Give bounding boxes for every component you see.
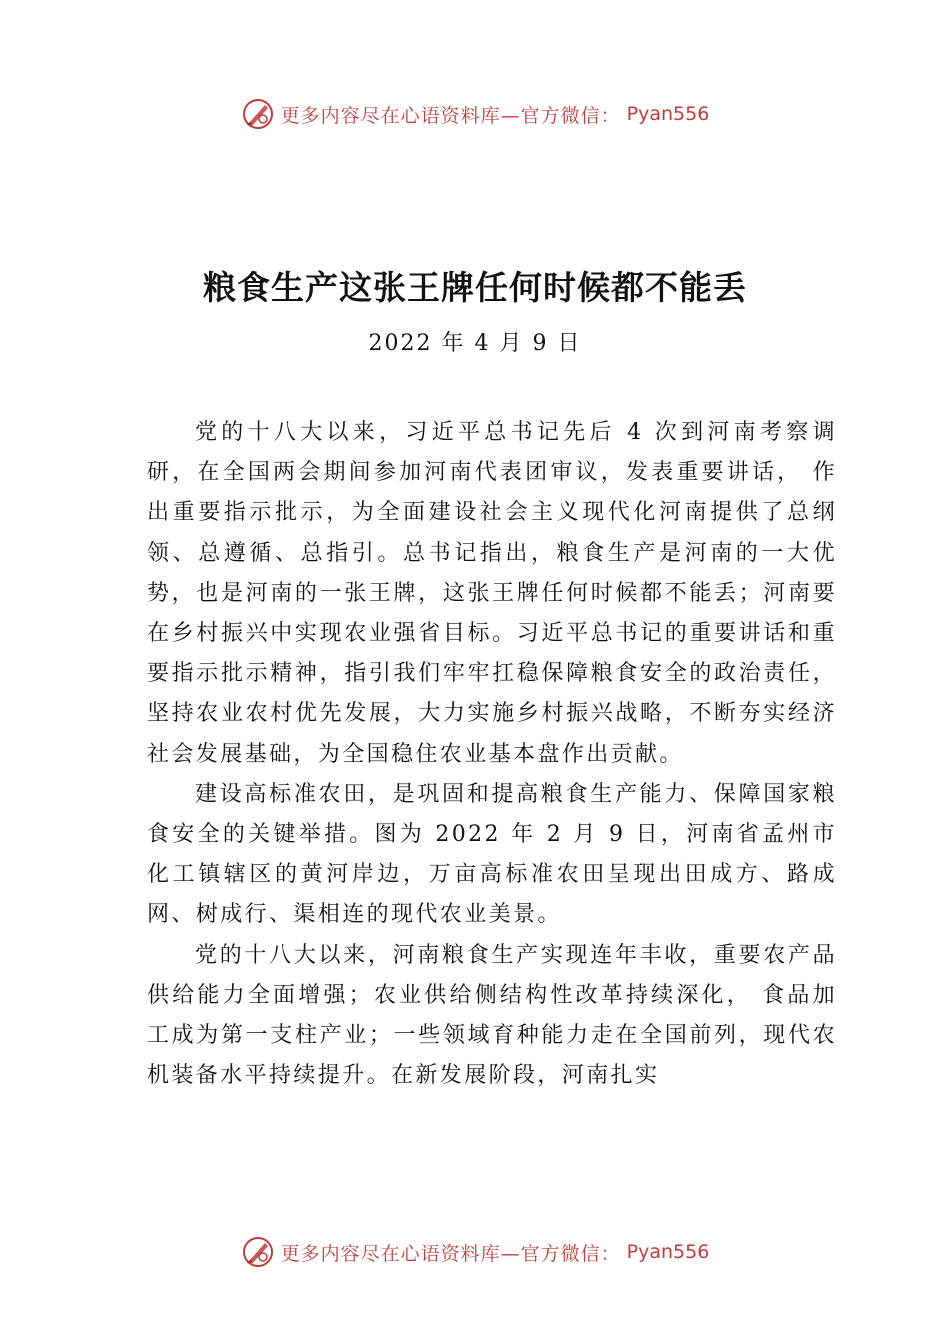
pen-logo-icon [241, 1235, 275, 1269]
paragraph-3: 党的十八大以来，河南粮食生产实现连年丰收，重要农产品供给能力全面增强；农业供给侧结构性改革持续深化， 食品加工成为第一支柱产业；一些领域育种能力走在全国前列，现代农机装备水平持续提升。在新发展阶段，河南扎实 [147, 942, 837, 1089]
footer-banner-text: 更多内容尽在心语资料库—官方微信： [280, 1242, 621, 1265]
paragraph-1: 党的十八大以来，习近平总书记先后 4 次到河南考察调研，在全国两会期间参加河南代表团审议，发表重要讲话， 作出重要指示批示，为全面建设社会主义现代化河南提供了总纲领、总遵循、总指引。总书记指出，粮食生产是河南的一大优势，也是河南的一张王牌，这张王牌任何时候都不能丢；河南要在乡村振兴中实现农业强省目标。习近平总书记的重要讲话和重要指示批示精神，指引我们牢牢扛稳保障粮食安全的政治责任，坚持农业农村优先发展，大力实施乡村振兴战略，不断夯实经济社会发展基础，为全国稳住农业基本盘作出贡献。 [147, 420, 837, 767]
header-banner-content [241, 97, 710, 131]
footer-banner [0, 1232, 950, 1272]
header-wechat-id: Pyan556 [626, 103, 710, 125]
footer-banner-content [241, 1235, 710, 1269]
header-banner [0, 94, 950, 134]
pen-logo-icon [241, 97, 275, 131]
document-title: 粮食生产这张王牌任何时候都不能丢 [203, 268, 747, 307]
document-body [147, 413, 837, 1096]
footer-wechat-id: Pyan556 [626, 1241, 710, 1263]
paragraph-2: 建设高标准农田，是巩固和提高粮食生产能力、保障国家粮食安全的关键举措。图为 2022 年 2 月 9 日，河南省孟州市化工镇辖区的黄河岸边，万亩高标准农田呈现出田成方、路成网、树成行、渠相连的现代农业美景。 [147, 781, 837, 928]
document-date: 2022 年 4 月 9 日 [368, 331, 582, 356]
header-banner-text: 更多内容尽在心语资料库—官方微信： [280, 104, 621, 127]
